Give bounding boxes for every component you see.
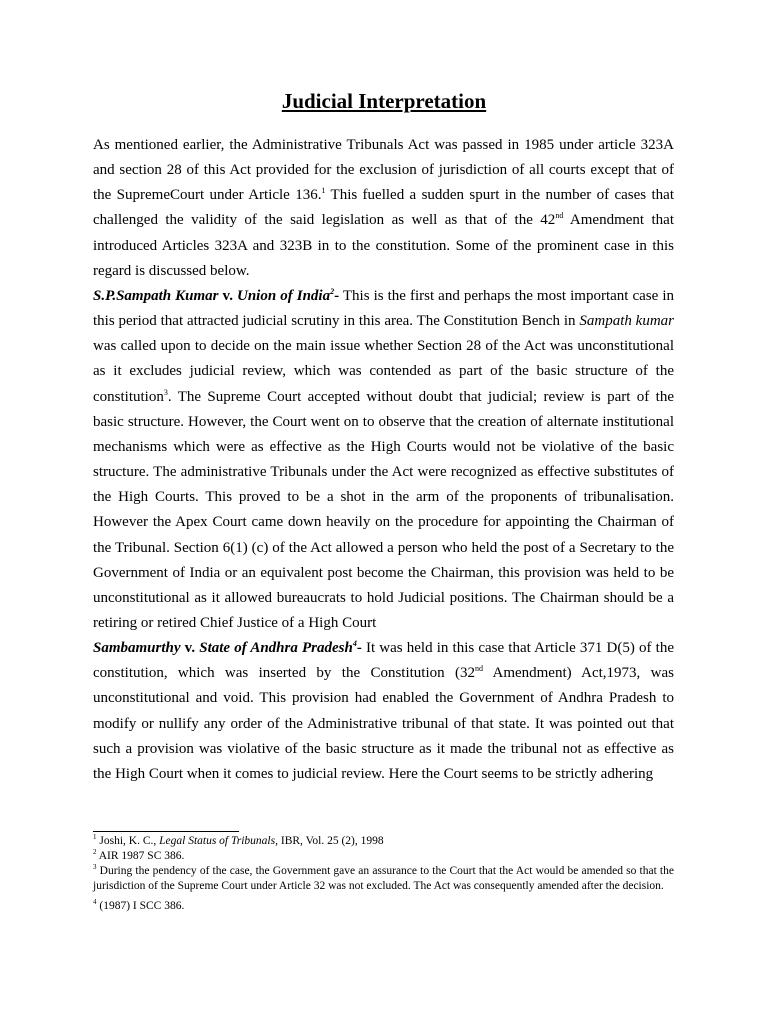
versus-label: v. xyxy=(218,287,237,304)
intro-text: As mentioned earlier, the Administrative Tribunals Act was passed in 1985 under article 323A and section 28 of this Act provided for the exclusion of jurisdiction of all courts except that of the SupremeCourt under Article 136. xyxy=(93,137,674,204)
footnote-1 xyxy=(93,834,674,849)
footnote-text: (1987) I SCC 386. xyxy=(96,900,185,912)
case-paragraph-sambamurthy xyxy=(93,636,674,787)
footnote-number: 2 xyxy=(93,848,97,857)
footnote-4 xyxy=(93,899,674,914)
intro-paragraph xyxy=(93,133,674,284)
case-paragraph-sampath-kumar xyxy=(93,284,674,636)
versus-label: v. xyxy=(180,640,200,657)
document-body xyxy=(93,133,674,787)
footnote-italic-title: Legal Status of Tribunals, xyxy=(159,835,278,847)
ordinal-suffix: nd xyxy=(474,664,483,674)
case-italic-name: Sampath kumar xyxy=(579,313,675,330)
footnote-number: 3 xyxy=(93,863,97,872)
footnote-text: IBR, Vol. 25 (2), 1998 xyxy=(277,835,384,847)
case-dash: - xyxy=(334,287,340,304)
case-dash: - xyxy=(356,640,362,657)
case-text: was called upon to decide on the main issue whether Section 28 of the Act was unconstitutional as it excludes judicial review, which was contended as part of the basic structure of the constitution xyxy=(93,338,674,405)
footnote-text: AIR 1987 SC 386. xyxy=(96,850,185,862)
case-party-name: State of Andhra Pradesh xyxy=(199,640,353,657)
footnote-ref-3[interactable]: 3 xyxy=(163,387,168,397)
case-text: It was held in this case that Article 371 D(5) of the constitution, which was inserted by the Constitution (32 xyxy=(93,640,674,682)
case-text: Amendment) Act,1973, was unconstitutional and void. This provision had enabled the Government of Andhra Pradesh to modify or nullify any order of the Administrative tribunal of that state. It was pointed out that such a provision was violative of the basic structure as it made the tribunal not as effective as the High Court when it comes to judicial review. Here the Court seems to be strictly adhering xyxy=(93,665,674,782)
footnote-number: 1 xyxy=(93,833,97,842)
case-text: This is the first and perhaps the most important case in this period that attracted judicial scrutiny in this area. The Constitution Bench in xyxy=(93,287,674,330)
footnote-number: 4 xyxy=(93,898,97,907)
case-text: . The Supreme Court accepted without doubt that judicial; review is part of the basic structure. However, the Court went on to observe that the creation of alternate institutional mechanisms which were as effective as the High Courts would not be violative of the basic structure. The administrative Tribunals under the Act were recognized as effective substitutes of the High Courts. This proved to be a shot in the arm of the proponents of tribunalisation. However the Apex Court came down heavily on the procedure for appointing the Chairman of the Tribunal. Section 6(1) (c) of the Act allowed a person who held the post of a Secretary to the Government of India or an equivalent post become the Chairman, this provision was held to be unconstitutional as it allowed bureaucrats to hold Judicial positions. The Chairman should be a retiring or retired Chief Justice of a High Court xyxy=(93,388,674,631)
footnote-text: During the pendency of the case, the Government gave an assurance to the Court that the Act would be amended so that the jurisdiction of the Supreme Court under Article 32 was not excluded. The Act was consequently amended after the decision. xyxy=(93,865,674,892)
footnote-ref-2[interactable]: 2 xyxy=(330,286,335,296)
page-title: Judicial Interpretation xyxy=(281,89,487,113)
intro-text: This fuelled a sudden spurt in the number of cases that challenged the validity of the said legislation as well as that of the 42 xyxy=(93,187,674,229)
case-party-name: Union of India xyxy=(236,287,331,304)
ordinal-suffix: nd xyxy=(555,211,564,221)
intro-text: Amendment that introduced Articles 323A and 323B in to the constitution. Some of the prominent case in this regard is discussed below. xyxy=(93,212,674,279)
footnotes-section xyxy=(93,834,674,914)
footnote-3 xyxy=(93,864,674,894)
footnote-text: Joshi, K. C., xyxy=(96,835,160,847)
case-party-name: S.P.Sampath Kumar xyxy=(93,287,219,304)
footnote-ref-4[interactable]: 4 xyxy=(352,639,357,649)
case-party-name: Sambamurthy xyxy=(93,640,181,657)
footnote-ref-1[interactable]: 1 xyxy=(321,186,326,196)
footnote-2 xyxy=(93,849,674,864)
footnote-separator xyxy=(93,831,239,832)
